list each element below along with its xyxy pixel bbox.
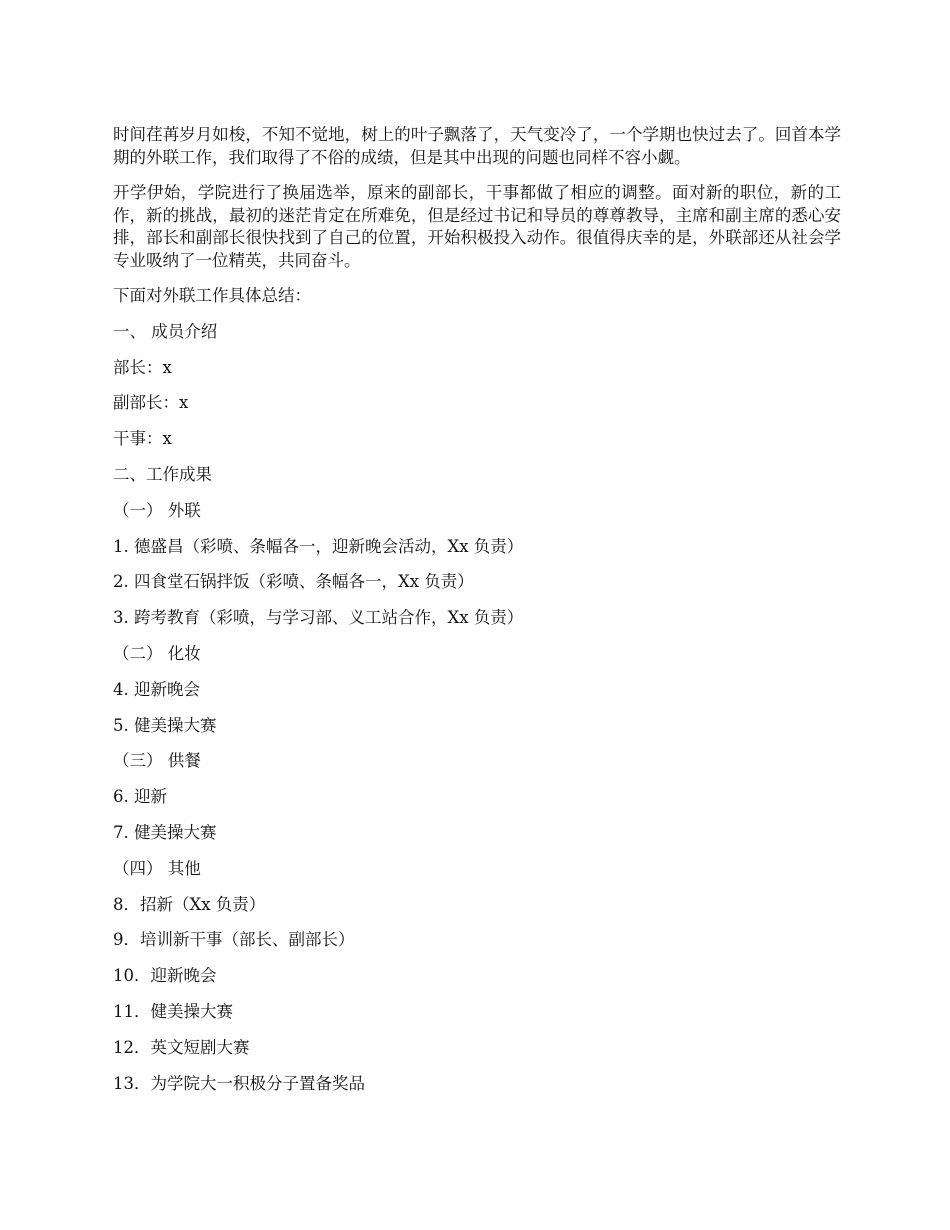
subsection-heading-catering: （三） 供餐 [113, 751, 201, 771]
summary-intro-line: 下面对外联工作具体总结： [113, 286, 311, 305]
list-item: 13．为学院大一积极分子置备奖品 [113, 1073, 365, 1093]
list-item: 11．健美操大赛 [113, 1001, 233, 1021]
list-item: 1. 德盛昌（彩喷、条幅各一，迎新晚会活动，Xx 负责） [113, 536, 524, 556]
list-item: 3. 跨考教育（彩喷，与学习部、义工站合作，Xx 负责） [113, 608, 524, 628]
intro-paragraph: 时间荏苒岁月如梭，不知不觉地，树上的叶子飘落了，天气变冷了，一个学期也快过去了。回首本学期的外联工作，我们取得了不俗的成绩，但是其中出现的问题也同样不容小觑。 [113, 125, 841, 167]
list-item: 9．培训新干事（部长、副部长） [113, 930, 355, 950]
list-item: 12．英文短剧大赛 [113, 1037, 250, 1057]
member-officer: 干事：x [113, 429, 172, 449]
subsection-heading-makeup: （二） 化妆 [113, 643, 201, 663]
subsection-heading-other: （四） 其他 [113, 858, 201, 878]
section-heading-results: 二、工作成果 [113, 464, 212, 484]
list-item: 4. 迎新晚会 [113, 679, 200, 699]
section-heading-members: 一、 成员介绍 [113, 321, 218, 341]
list-item: 2. 四食堂石锅拌饭（彩喷、条幅各一，Xx 负责） [113, 572, 474, 592]
member-minister: 部长：x [113, 357, 172, 377]
list-item: 5. 健美操大赛 [113, 715, 217, 735]
list-item: 6. 迎新 [113, 787, 167, 807]
semester-start-paragraph: 开学伊始，学院进行了换届选举，原来的副部长，干事都做了相应的调整。面对新的职位，新的工作，新的挑战，最初的迷茫肯定在所难免，但是经过书记和导员的尊尊教导，主席和副主席的悉心安排，部长和副部长很快找到了自己的位置，开始积极投入动作。很值得庆幸的是，外联部还从社会学专业吸纳了一位精英，共同奋斗。 [113, 183, 841, 270]
document-page [113, 124, 841, 1108]
subsection-heading-outreach: （一） 外联 [113, 500, 201, 520]
list-item: 10．迎新晚会 [113, 966, 217, 986]
list-item: 8．招新（Xx 负责） [113, 894, 266, 914]
list-item: 7. 健美操大赛 [113, 822, 217, 842]
member-vice-minister: 副部长：x [113, 393, 189, 413]
